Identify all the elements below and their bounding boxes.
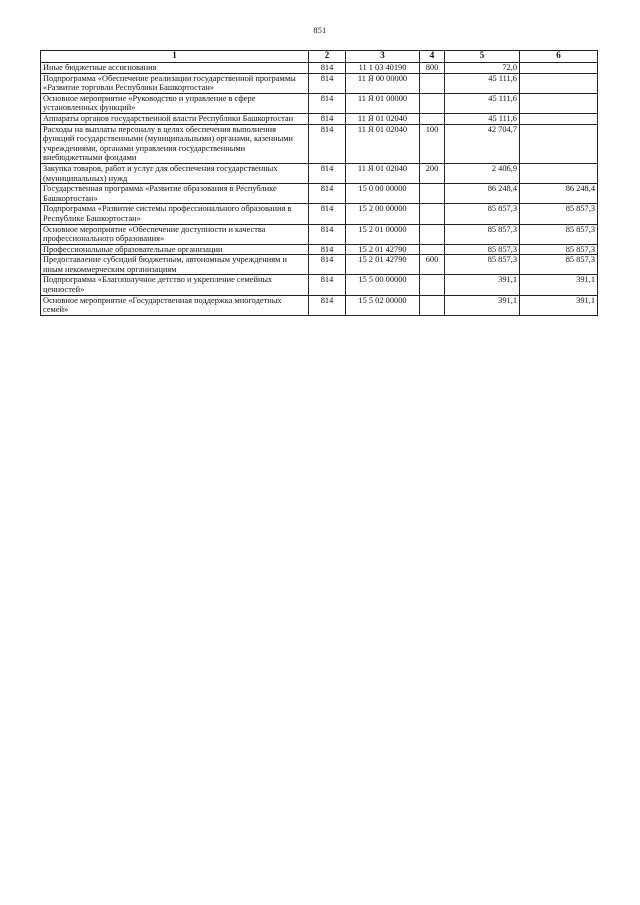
row-ved-code: 814: [309, 184, 346, 204]
row-sum-col6: 86 248,4: [520, 184, 598, 204]
header-col-1: 1: [41, 51, 309, 63]
row-target-article: 15 5 00 00000: [346, 275, 420, 295]
table-row: [41, 244, 598, 255]
row-name: Основное мероприятие «Государственная поддержка многодетных семей»: [41, 295, 309, 315]
row-ved-code: 814: [309, 295, 346, 315]
row-expense-type: 100: [420, 124, 445, 163]
row-target-article: 15 2 01 42790: [346, 244, 420, 255]
page-number: 851: [313, 26, 327, 35]
row-target-article: 15 0 00 00000: [346, 184, 420, 204]
table-header-row: [41, 51, 598, 63]
row-sum-col5: 42 704,7: [445, 124, 520, 163]
header-col-4: 4: [420, 51, 445, 63]
row-expense-type: [420, 73, 445, 93]
row-sum-col6: [520, 73, 598, 93]
table-row: [41, 124, 598, 163]
row-sum-col6: 391,1: [520, 295, 598, 315]
row-expense-type: [420, 275, 445, 295]
table-row: [41, 255, 598, 275]
row-name: Подпрограмма «Развитие системы профессионального образования в Республике Башкортостан»: [41, 204, 309, 224]
row-name: Профессиональные образовательные организации: [41, 244, 309, 255]
row-ved-code: 814: [309, 255, 346, 275]
row-name: Государственная программа «Развитие образования в Республике Башкортостан»: [41, 184, 309, 204]
row-target-article: 11 Я 01 00000: [346, 93, 420, 113]
row-sum-col6: [520, 63, 598, 74]
row-target-article: 15 2 00 00000: [346, 204, 420, 224]
row-target-article: 11 1 03 40190: [346, 63, 420, 74]
row-target-article: 11 Я 01 02040: [346, 124, 420, 163]
row-sum-col6: [520, 163, 598, 183]
row-expense-type: [420, 224, 445, 244]
row-name: Основное мероприятие «Обеспечение доступности и качества профессионального образования»: [41, 224, 309, 244]
row-sum-col5: 391,1: [445, 295, 520, 315]
row-target-article: 11 Я 01 02040: [346, 163, 420, 183]
row-expense-type: [420, 184, 445, 204]
row-sum-col5: 86 248,4: [445, 184, 520, 204]
row-expense-type: [420, 244, 445, 255]
row-target-article: 11 Я 01 02040: [346, 113, 420, 124]
header-col-5: 5: [445, 51, 520, 63]
header-col-3: 3: [346, 51, 420, 63]
row-target-article: 15 5 02 00000: [346, 295, 420, 315]
row-expense-type: [420, 295, 445, 315]
row-expense-type: [420, 93, 445, 113]
row-target-article: 15 2 01 00000: [346, 224, 420, 244]
row-sum-col5: 85 857,3: [445, 224, 520, 244]
row-sum-col6: 85 857,3: [520, 204, 598, 224]
row-ved-code: 814: [309, 124, 346, 163]
row-target-article: 11 Я 00 00000: [346, 73, 420, 93]
row-expense-type: 600: [420, 255, 445, 275]
row-target-article: 15 2 01 42790: [346, 255, 420, 275]
row-sum-col6: 391,1: [520, 275, 598, 295]
table-row: [41, 73, 598, 93]
row-ved-code: 814: [309, 224, 346, 244]
row-sum-col5: 2 406,9: [445, 163, 520, 183]
row-sum-col6: 85 857,3: [520, 255, 598, 275]
table-row: [41, 93, 598, 113]
row-sum-col5: 45 111,6: [445, 113, 520, 124]
table-row: [41, 204, 598, 224]
row-sum-col5: 45 111,6: [445, 93, 520, 113]
row-ved-code: 814: [309, 63, 346, 74]
row-ved-code: 814: [309, 275, 346, 295]
row-sum-col5: 391,1: [445, 275, 520, 295]
row-name: Иные бюджетные ассигнования: [41, 63, 309, 74]
row-expense-type: 800: [420, 63, 445, 74]
row-name: Подпрограмма «Обеспечение реализации государственной программы «Развитие торговли Республики Башкортостан»: [41, 73, 309, 93]
row-ved-code: 814: [309, 93, 346, 113]
table-row: [41, 63, 598, 74]
row-sum-col5: 45 111,6: [445, 73, 520, 93]
row-name: Предоставление субсидий бюджетным, автономным учреждениям и иным некоммерческим организациям: [41, 255, 309, 275]
table-row: [41, 113, 598, 124]
row-name: Закупка товаров, работ и услуг для обеспечения государственных (муниципальных) нужд: [41, 163, 309, 183]
row-ved-code: 814: [309, 73, 346, 93]
budget-table: [40, 50, 598, 316]
table-row: [41, 224, 598, 244]
table-row: [41, 163, 598, 183]
row-sum-col6: [520, 113, 598, 124]
row-sum-col5: 72,0: [445, 63, 520, 74]
row-sum-col6: 85 857,3: [520, 244, 598, 255]
row-ved-code: 814: [309, 113, 346, 124]
row-sum-col5: 85 857,3: [445, 255, 520, 275]
row-expense-type: [420, 113, 445, 124]
row-sum-col6: 85 857,3: [520, 224, 598, 244]
row-name: Аппараты органов государственной власти Республики Башкортостан: [41, 113, 309, 124]
table-row: [41, 275, 598, 295]
table-row: [41, 184, 598, 204]
table-row: [41, 295, 598, 315]
row-name: Основное мероприятие «Руководство и управление в сфере установленных функций»: [41, 93, 309, 113]
row-name: Подпрограмма «Благополучное детство и укрепление семейных ценностей»: [41, 275, 309, 295]
row-name: Расходы на выплаты персоналу в целях обеспечения выполнения функций государственными (муниципальными) органами, казенными учреждениями, органами управления государственными внебюджетными фондами: [41, 124, 309, 163]
row-sum-col5: 85 857,3: [445, 244, 520, 255]
row-ved-code: 814: [309, 244, 346, 255]
header-col-2: 2: [309, 51, 346, 63]
row-ved-code: 814: [309, 204, 346, 224]
header-col-6: 6: [520, 51, 598, 63]
row-sum-col6: [520, 124, 598, 163]
row-sum-col6: [520, 93, 598, 113]
row-expense-type: [420, 204, 445, 224]
row-ved-code: 814: [309, 163, 346, 183]
row-sum-col5: 85 857,3: [445, 204, 520, 224]
row-expense-type: 200: [420, 163, 445, 183]
